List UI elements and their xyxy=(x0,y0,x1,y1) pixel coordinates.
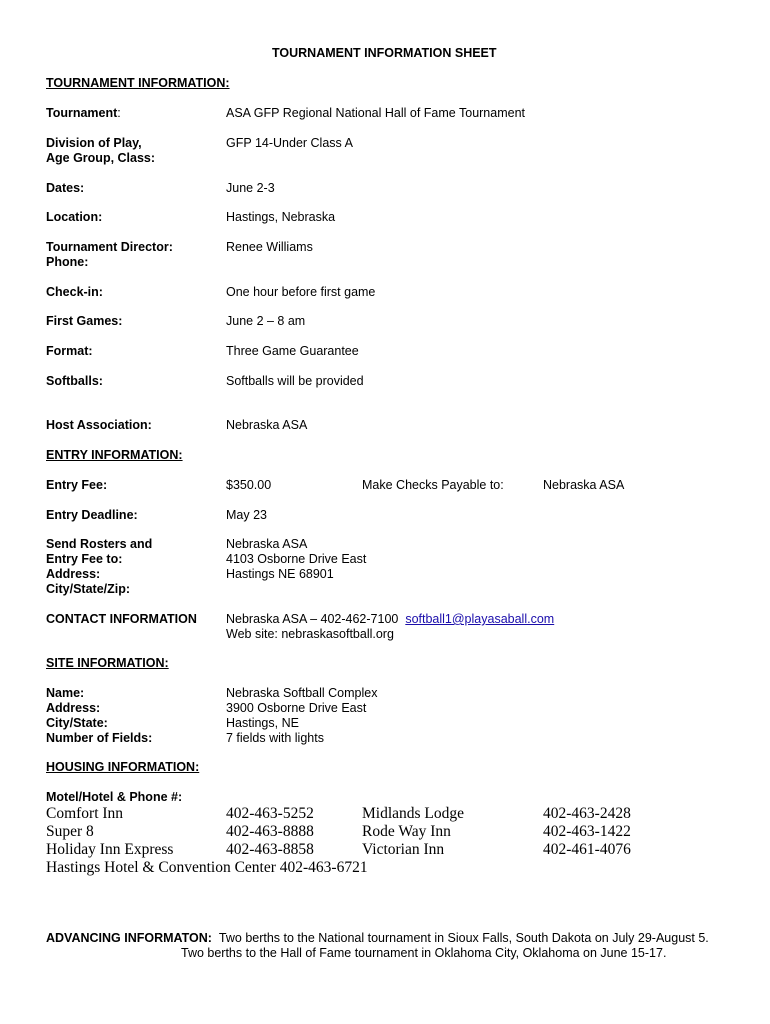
motel-label: Motel/Hotel & Phone #: xyxy=(46,790,183,804)
site-label-city: City/State: xyxy=(46,716,108,730)
dates-label: Dates: xyxy=(46,181,85,195)
location-label: Location: xyxy=(46,210,103,224)
entry-fee-label: Entry Fee: xyxy=(46,478,108,492)
hotel-name: Super 8 xyxy=(46,823,94,840)
hotel-name: Holiday Inn Express xyxy=(46,841,174,858)
site-label-name: Name: xyxy=(46,686,85,700)
director-value: Renee Williams xyxy=(226,240,313,254)
send-value-line2: 4103 Osborne Drive East xyxy=(226,552,367,566)
payable-value: Nebraska ASA xyxy=(543,478,625,492)
hotel-name: Comfort Inn xyxy=(46,805,124,822)
site-value-city: Hastings, NE xyxy=(226,716,299,730)
contact-web: Web site: nebraskasoftball.org xyxy=(226,627,394,641)
site-value-fields: 7 fields with lights xyxy=(226,731,324,745)
dates-value: June 2-3 xyxy=(226,181,275,195)
hotel-phone: 402-463-1422 xyxy=(543,823,631,840)
host-label: Host Association: xyxy=(46,418,152,432)
softballs-label: Softballs: xyxy=(46,374,103,388)
send-label-line1: Send Rosters and xyxy=(46,537,153,551)
send-label-line4: City/State/Zip: xyxy=(46,582,131,596)
advancing-national: Two berths to the National tournament in Sioux Falls, South Dakota on July 29-August 5. xyxy=(218,931,709,945)
send-label-line3: Address: xyxy=(46,567,101,581)
hotel-phone: 402-463-8888 xyxy=(226,823,314,840)
location-value: Hastings, Nebraska xyxy=(226,210,336,224)
entry-fee-value: $350.00 xyxy=(226,478,272,492)
checkin-label: Check-in: xyxy=(46,285,103,299)
contact-phone: Nebraska ASA – 402-462-7100 xyxy=(226,612,399,626)
format-value: Three Game Guarantee xyxy=(226,344,359,358)
send-value-line3: Hastings NE 68901 xyxy=(226,567,334,581)
entry-deadline-label: Entry Deadline: xyxy=(46,508,138,522)
send-value-line1: Nebraska ASA xyxy=(226,537,308,551)
hotel-name: Victorian Inn xyxy=(362,841,445,858)
hotel-phone: 402-463-8858 xyxy=(226,841,314,858)
entry-deadline-value: May 23 xyxy=(226,508,267,522)
contact-label: CONTACT INFORMATION xyxy=(46,612,197,626)
director-label-line2: Phone: xyxy=(46,255,89,269)
site-value-name: Nebraska Softball Complex xyxy=(226,686,378,700)
tournament-label: Tournament: xyxy=(46,106,121,120)
section-heading-site: SITE INFORMATION: xyxy=(46,656,169,670)
hotel-phone: 402-461-4076 xyxy=(543,841,631,858)
division-label-line1: Division of Play, xyxy=(46,136,142,150)
division-label-line2: Age Group, Class: xyxy=(46,151,156,165)
payable-label: Make Checks Payable to: xyxy=(362,478,504,492)
advancing-label: ADVANCING INFORMATON: xyxy=(46,931,212,945)
checkin-value: One hour before first game xyxy=(226,285,376,299)
site-label-address: Address: xyxy=(46,701,101,715)
page-title: TOURNAMENT INFORMATION SHEET xyxy=(272,46,497,60)
advancing-line2: Two berths to the Hall of Fame tournament in Oklahoma City, Oklahoma on June 15-17. xyxy=(181,946,667,960)
hotel-name: Rode Way Inn xyxy=(362,823,451,840)
site-value-address: 3900 Osborne Drive East xyxy=(226,701,367,715)
advancing-line1 xyxy=(46,931,709,946)
division-value: GFP 14-Under Class A xyxy=(226,136,353,150)
format-label: Format: xyxy=(46,344,93,358)
section-heading-housing: HOUSING INFORMATION: xyxy=(46,760,200,774)
contact-line xyxy=(226,612,554,627)
hotel-phone: 402-463-5252 xyxy=(226,805,314,822)
section-heading-entry: ENTRY INFORMATION: xyxy=(46,448,183,462)
host-value: Nebraska ASA xyxy=(226,418,308,432)
tournament-value: ASA GFP Regional National Hall of Fame Tournament xyxy=(226,106,525,120)
section-heading-tournament: TOURNAMENT INFORMATION: xyxy=(46,76,230,90)
hotel-name: Midlands Lodge xyxy=(362,805,465,822)
send-label-line2: Entry Fee to: xyxy=(46,552,123,566)
hotel-phone: 402-463-2428 xyxy=(543,805,631,822)
hastings-hotel: Hastings Hotel & Convention Center 402-463-6721 xyxy=(46,859,368,876)
first-games-value: June 2 – 8 am xyxy=(226,314,306,328)
contact-email-link[interactable]: softball1@playasaball.com xyxy=(405,612,555,626)
softballs-value: Softballs will be provided xyxy=(226,374,364,388)
director-label-line1: Tournament Director: xyxy=(46,240,173,254)
first-games-label: First Games: xyxy=(46,314,123,328)
site-label-fields: Number of Fields: xyxy=(46,731,153,745)
